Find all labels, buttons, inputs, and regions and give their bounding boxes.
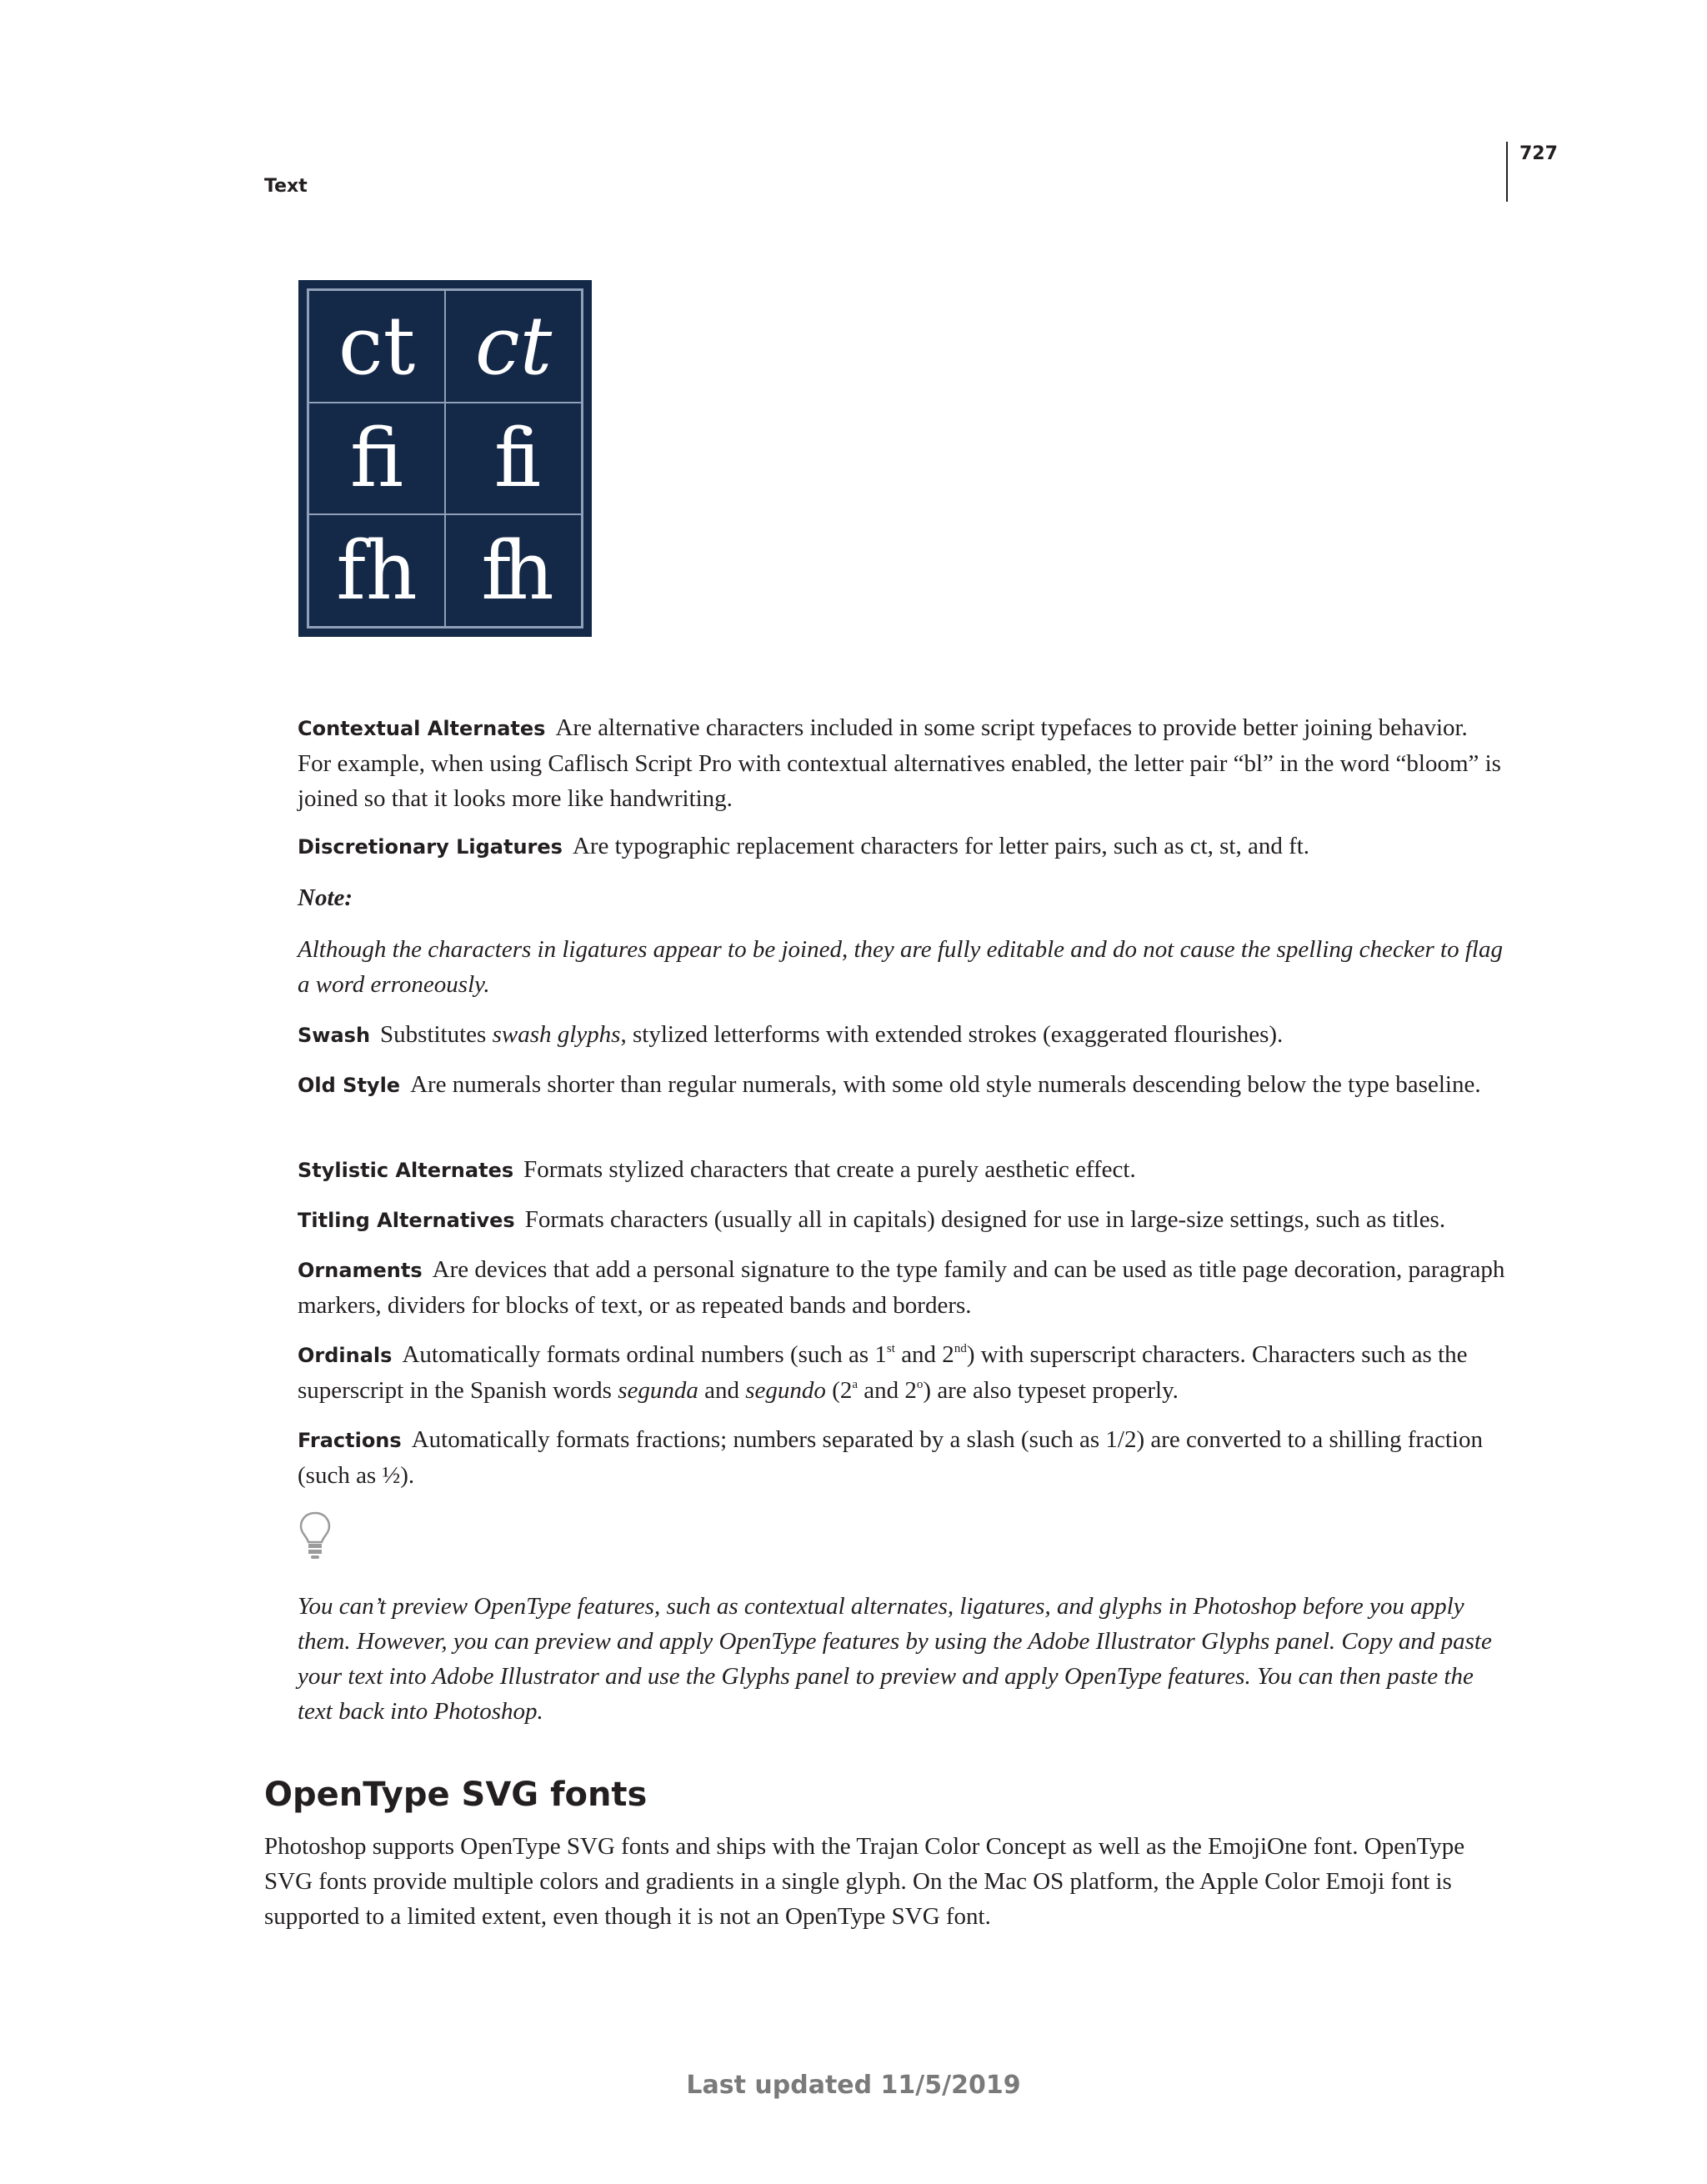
- definition-text: Are typographic replacement characters for letter pairs, such as ct, st, and ft.: [572, 833, 1310, 859]
- definition-old-style: [298, 1067, 1506, 1103]
- definition-text: Automatically formats fractions; numbers separated by a slash (such as 1/2) are converted to a shilling fraction (such as ½).: [298, 1426, 1483, 1489]
- ligature-grid: [307, 288, 583, 629]
- definition-text: Are devices that add a personal signature to the type family and can be used as title page decoration, paragraph markers, dividers for blocks of text, or as repeated bands and borders.: [298, 1256, 1505, 1319]
- definition-text: Formats stylized characters that create a purely aesthetic effect.: [523, 1156, 1136, 1183]
- definition-stylistic-alternates: [298, 1152, 1506, 1188]
- ligature-cell: ct: [308, 290, 445, 403]
- definition-text: ) with superscript characters. Characters such as the superscript in the Spanish words: [298, 1341, 1468, 1404]
- footer-last-updated: Last updated 11/5/2019: [686, 2071, 1021, 2100]
- definition-contextual-alternates: [298, 710, 1506, 816]
- definition-fractions: [298, 1422, 1506, 1493]
- definition-emphasis: segundo: [745, 1377, 826, 1404]
- definition-term: Titling Alternatives: [298, 1209, 515, 1232]
- definition-term: Swash: [298, 1024, 371, 1047]
- definition-text: ) are also typeset properly.: [923, 1377, 1179, 1404]
- superscript: o: [916, 1378, 924, 1391]
- section-body: Photoshop supports OpenType SVG fonts and ships with the Trajan Color Concept as well as the EmojiOne font. OpenType SVG fonts provide multiple colors and gradients in a single glyph. On the Mac OS platform, the Apple Color Emoji font is supported to a limited extent, even though it is not an OpenType SVG font.: [264, 1833, 1465, 1930]
- note-label: Note:: [298, 884, 353, 911]
- definition-text: Are alternative characters included in some script typefaces to provide better joining behavior. For example, when using Caflisch Script Pro with contextual alternatives enabled, the letter pair “bl” in the word “bloom” is joined so that it looks more like handwriting.: [298, 714, 1501, 812]
- ligature-cell: fh: [445, 514, 582, 627]
- definition-text: , stylized letterforms with extended strokes (exaggerated flourishes).: [620, 1021, 1284, 1048]
- lightbulb-icon: [298, 1510, 332, 1560]
- ligature-cell: fi: [445, 403, 582, 515]
- ligature-cell: fi: [308, 403, 445, 515]
- definition-text: (2: [825, 1377, 853, 1404]
- definition-emphasis: segunda: [618, 1377, 698, 1404]
- page-number: 727: [1519, 143, 1558, 164]
- running-head: Text: [264, 176, 308, 197]
- definition-text: Formats characters (usually all in capitals) designed for use in large-size settings, such as titles.: [524, 1206, 1446, 1233]
- definition-text: and 2: [894, 1341, 954, 1368]
- superscript: a: [852, 1378, 859, 1391]
- definition-text: Automatically formats ordinal numbers (such as 1: [402, 1341, 887, 1368]
- superscript: st: [886, 1342, 895, 1355]
- definition-emphasis: swash glyphs: [492, 1021, 621, 1048]
- header-rule: [1506, 142, 1508, 202]
- definition-swash: [298, 1017, 1506, 1053]
- definition-ordinals: [298, 1337, 1506, 1408]
- definition-text: and: [698, 1377, 746, 1404]
- definition-ornaments: [298, 1252, 1506, 1323]
- definition-term: Ordinals: [298, 1344, 393, 1367]
- definition-term: Ornaments: [298, 1259, 423, 1282]
- definition-text: Are numerals shorter than regular numerals, with some old style numerals descending below the type baseline.: [410, 1071, 1481, 1098]
- ligature-figure: [298, 280, 592, 637]
- tip-text: You can’t preview OpenType features, such as contextual alternates, ligatures, and glyphs in Photoshop before you apply them. However, you can preview and apply OpenType features by using the Adobe Illustrator Glyphs panel. Copy and paste your text into Adobe Illustrator and use the Glyphs panel to preview and apply OpenType features. You can then paste the text back into Photoshop.: [298, 1593, 1492, 1725]
- definition-term: Fractions: [298, 1429, 402, 1452]
- definition-term: Discretionary Ligatures: [298, 835, 563, 859]
- definition-text: Substitutes: [380, 1021, 487, 1048]
- definition-term: Contextual Alternates: [298, 717, 546, 740]
- definition-discretionary-ligatures: [298, 829, 1506, 864]
- definition-text: and 2: [858, 1377, 917, 1404]
- note-text: Although the characters in ligatures appear to be joined, they are fully editable and do not cause the spelling checker to flag a word erroneously.: [298, 936, 1503, 998]
- definition-titling-alternatives: [298, 1202, 1506, 1238]
- ligature-cell: ct: [445, 290, 582, 403]
- definition-term: Stylistic Alternates: [298, 1159, 514, 1182]
- superscript: nd: [954, 1342, 967, 1355]
- definition-term: Old Style: [298, 1074, 401, 1097]
- ligature-cell: fh: [308, 514, 445, 627]
- section-title: OpenType SVG fonts: [264, 1776, 648, 1814]
